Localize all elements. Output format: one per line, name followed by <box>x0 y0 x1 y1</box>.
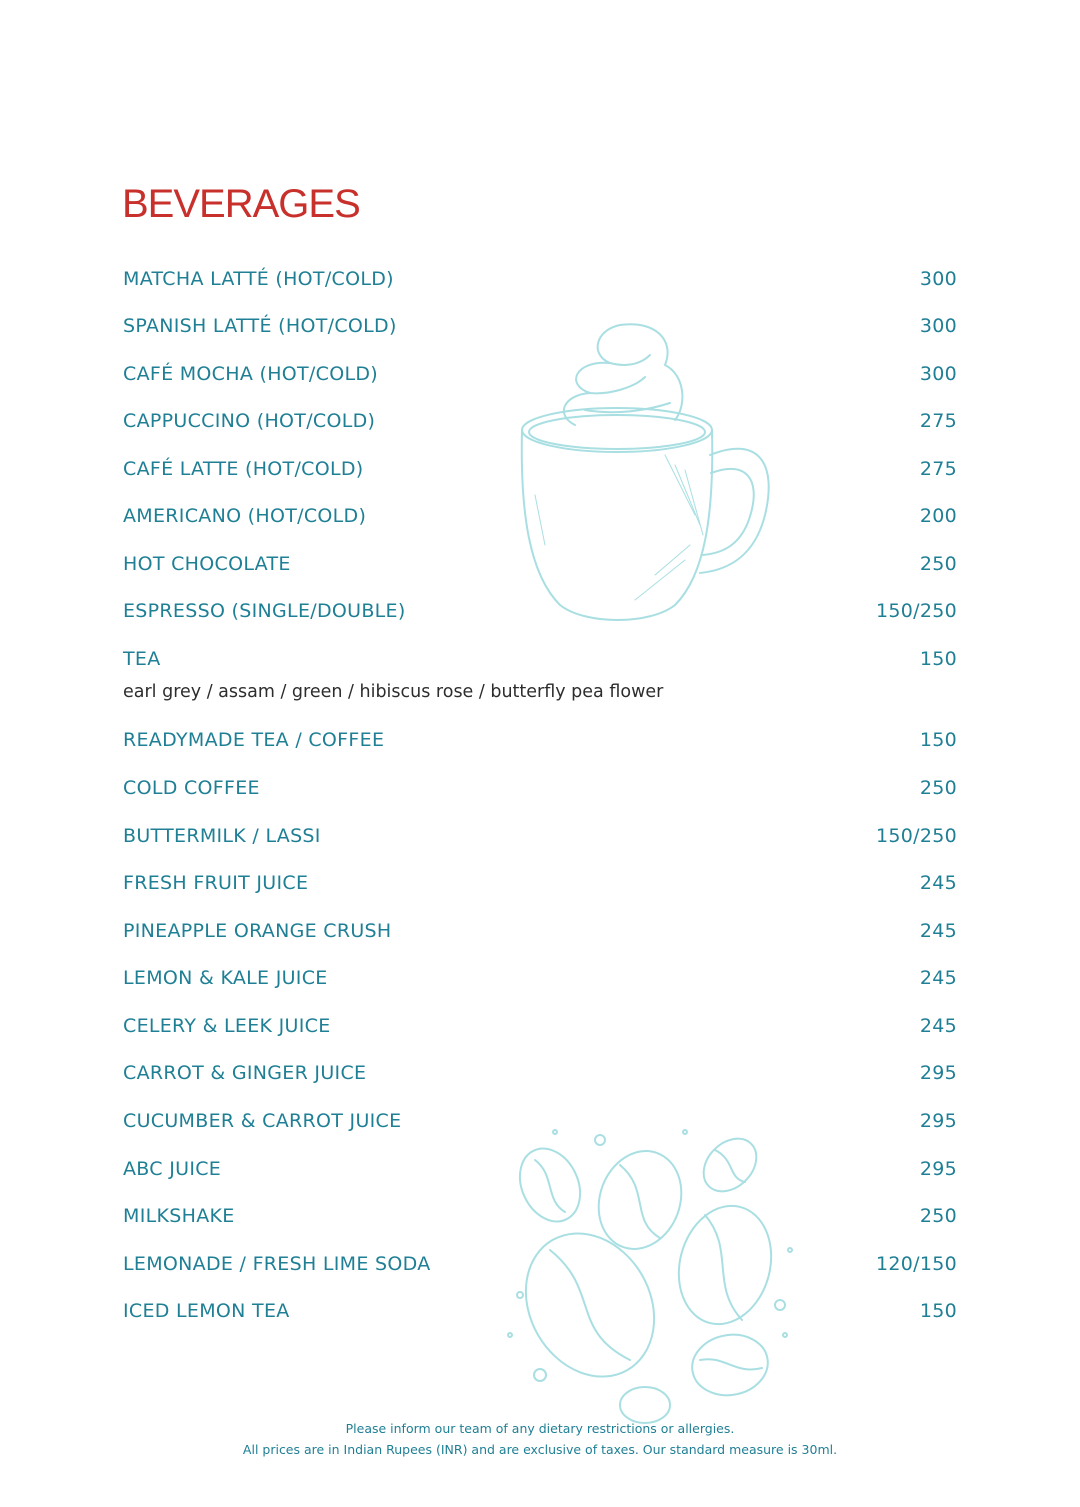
menu-item-price: 150/250 <box>875 600 957 622</box>
menu-item-name: CELERY & LEEK JUICE <box>123 1015 331 1037</box>
menu-item-price: 275 <box>919 410 957 432</box>
menu-item-name: MILKSHAKE <box>123 1205 235 1227</box>
menu-item-price: 200 <box>919 505 957 527</box>
menu-item-price: 245 <box>919 872 957 894</box>
menu-item-price: 250 <box>919 777 957 799</box>
menu-item-price: 300 <box>919 363 957 385</box>
menu-item-name: CAFÉ LATTE (HOT/COLD) <box>123 458 364 480</box>
menu-item-price: 295 <box>919 1158 957 1180</box>
menu-item-price: 250 <box>919 1205 957 1227</box>
coffee-cup-illustration <box>515 315 775 635</box>
menu-item-price: 275 <box>919 458 957 480</box>
menu-item-price: 150/250 <box>875 825 957 847</box>
menu-item-name: HOT CHOCOLATE <box>123 553 291 575</box>
menu-item-price: 150 <box>919 648 957 670</box>
menu-item-name: LEMONADE / FRESH LIME SODA <box>123 1253 431 1275</box>
menu-item-name: ESPRESSO (SINGLE/DOUBLE) <box>123 600 406 622</box>
menu-item-price: 295 <box>919 1110 957 1132</box>
menu-title: BEVERAGES <box>122 182 360 226</box>
footer-allergy-note: Please inform our team of any dietary restrictions or allergies. <box>345 1421 735 1436</box>
menu-item-price: 245 <box>919 920 957 942</box>
menu-item-name: SPANISH LATTÉ (HOT/COLD) <box>123 315 397 337</box>
menu-item-price: 150 <box>919 1300 957 1322</box>
menu-item-price: 245 <box>919 1015 957 1037</box>
menu-item-name: PINEAPPLE ORANGE CRUSH <box>123 920 392 942</box>
menu-item-name: CAFÉ MOCHA (HOT/COLD) <box>123 363 378 385</box>
footer-pricing-note: All prices are in Indian Rupees (INR) and are exclusive of taxes. Our standard measure is 30ml. <box>242 1442 838 1457</box>
menu-item-price: 295 <box>919 1062 957 1084</box>
menu-item-name: TEA <box>123 648 161 670</box>
menu-item-name: CUCUMBER & CARROT JUICE <box>123 1110 402 1132</box>
menu-item-name: COLD COFFEE <box>123 777 260 799</box>
coffee-beans-illustration <box>480 1120 810 1430</box>
menu-item-price: 250 <box>919 553 957 575</box>
menu-item-name: ICED LEMON TEA <box>123 1300 290 1322</box>
menu-item-name: LEMON & KALE JUICE <box>123 967 328 989</box>
menu-item-price: 300 <box>919 268 957 290</box>
menu-item-name: ABC JUICE <box>123 1158 222 1180</box>
menu-item-name: READYMADE TEA / COFFEE <box>123 729 385 751</box>
menu-item-price: 150 <box>919 729 957 751</box>
menu-item-price: 245 <box>919 967 957 989</box>
menu-item-name: AMERICANO (HOT/COLD) <box>123 505 367 527</box>
menu-item-name: FRESH FRUIT JUICE <box>123 872 309 894</box>
menu-item-name: BUTTERMILK / LASSI <box>123 825 321 847</box>
menu-item-price: 120/150 <box>875 1253 957 1275</box>
menu-item-name: CAPPUCCINO (HOT/COLD) <box>123 410 376 432</box>
menu-item-price: 300 <box>919 315 957 337</box>
menu-item-description: earl grey / assam / green / hibiscus rose / butterfly pea flower <box>123 682 664 702</box>
menu-item-name: MATCHA LATTÉ (HOT/COLD) <box>123 268 394 290</box>
menu-item-name: CARROT & GINGER JUICE <box>123 1062 367 1084</box>
